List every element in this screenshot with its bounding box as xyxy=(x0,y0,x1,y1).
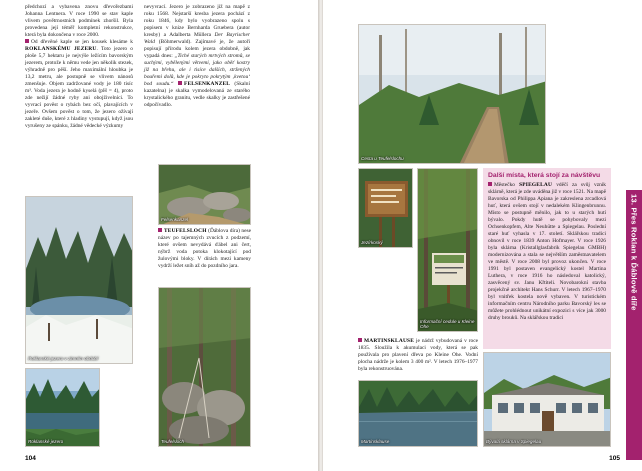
place-name-teufelsloch: TEUFELSLOCH xyxy=(164,228,207,234)
reservoir-image xyxy=(359,381,478,447)
bullet-square-icon xyxy=(158,228,162,232)
photo-informacni-cedule xyxy=(417,168,478,332)
place-name-spiegelau: SPIEGELAU xyxy=(519,182,553,188)
paragraph: nevyvrací. Jezero je zobrazeno již na mapě z roku 1568. Nejstarší kresba jezera pochází z roku 1846, kdy bylo vyobrazeno spolu s popisem v knize Bernharda Gruebera (autor kresby) a Adalberta Müllera Der Bayrischer Wald (Böhmerwald). Zajímavé je, že autoři popisují přírodu kolem jezera obdobně, jak vypadá dnes: „Tiché starých mrtvých stromů, se suchými, vybělenými větvemi, jako oběť kostry již na břehu, ale i tisíce dalších, stržených bouřemi dolů, kde je pokryto pokrytým ‚kvetou‘ bod soudu.“ FELSENKANZEL (Skalní kazatelna) je skalka vymodelovaná ze starého krystalického granitu, vedle skalky je zastřešené odpočívadlo. xyxy=(144,4,250,108)
lake-summer-image xyxy=(26,369,100,447)
photo-caption: Jezírkoský xyxy=(361,240,383,245)
glass-factory-image xyxy=(484,353,611,447)
paragraph: Od dřevěné kaple se jen kousek klesáme k ROKLANSKÉMU JEZERU. Toto jezero o ploše 5,7 hektaru je nejvýše ležícím bavorským jezerem, protože k němu vede jen několik stezek, výhradně pro pěší. Jeho maximální hloubka je 13,2 metru, ale postupně se vlivem nánosů zmenšuje. Objem zadržované vody je 180 tisíc m³. Voda jezera je hodně kyselá (pH = 4), proto zde nežijí žádné ryby ani obojživelníci. To vyvrací pověst o rybách bez očí, plavajících v jezeře. Ovšem pověst o tom, že jezero ožívají zakleté duše, které z hladiny vystupují, když jsou vyrušeny ze spánku, žádné vědecké výzkumy xyxy=(25,39,133,129)
photo-roklanske-jezero xyxy=(25,368,100,447)
page-number-left: 104 xyxy=(25,455,36,462)
boardwalk-forest-image xyxy=(359,25,546,164)
photo-byvala-sklarna xyxy=(483,352,611,447)
photo-felsenkanzel xyxy=(158,164,251,225)
photo-caption: Martinsklause xyxy=(361,439,390,444)
photo-cesta-u-teufelslochu xyxy=(358,24,546,164)
bullet-square-icon xyxy=(488,182,492,186)
paragraph: MARTINSKLAUSE je nádrž vybudovaná v roce 1835. Sloužila k akumulaci vody, která se pak používala pro plavení dřeva po Kleine Ohe. Vodní plocha nádrže je kolem 3 400 m². V letech 1976–1977 byla rekonstruována. xyxy=(358,338,478,372)
left-page xyxy=(0,0,318,471)
sidebar-text xyxy=(488,182,606,322)
bullet-square-icon xyxy=(358,338,362,342)
lake-winter-image xyxy=(26,197,133,364)
right-page xyxy=(323,0,642,471)
chapter-tab-title: 13. Přes Roklan k Ďáblově díře xyxy=(629,194,639,311)
photo-caption: Felsenkanzel xyxy=(161,217,189,222)
left-column-2 xyxy=(144,4,250,109)
photo-caption: Informační cedule u Kleine Ohe xyxy=(420,319,475,329)
bullet-square-icon xyxy=(178,81,182,85)
left-column-1 xyxy=(25,4,133,130)
photo-martinsklause xyxy=(358,380,478,447)
bullet-square-icon xyxy=(25,39,29,43)
page-number-right: 105 xyxy=(609,455,620,462)
martinsklause-text xyxy=(358,338,478,373)
forest-boulders-image xyxy=(159,288,251,447)
photo-caption: Cesta u Teufelslochu xyxy=(361,156,404,161)
paragraph: Městečko SPIEGELAU vděčí za svůj vznik sklárně, která je zde uváděna již v roce 1521. Na mapě Bavorska od Philippa Apiana je zakreslena zrcadlová huť, která ovšem stojí v nedalekém Klingenbrunnu. Místo se postupně měnilo, jak to u starých hutí bývalo. Pokdy hutě se pohybovaly mezi Ochsenkopfem, Alte Neuhütte a Spiegelau. Poslední staré huť vyhasla v 17. století. Sklářskou tradici obnovil v roce 1839 Anton Hofmayer. V roce 1926 byla sklárna (Kristallglasfabrik Spiegelau GMBH) modernizována a stala se největším zaměstnavatelem ve městě. V roce 2008 byl provoz ukončen. V roce 1991 byl postaven evangelický kostel Martina Luthera, v roce 1916 ho následoval katolický, zasvěcený sv. Janu Křtiteli. Novobarokní stavba projekčně architekt Hans Schurr. V letech 1967–1970 byl vnitřek kostela nově vybaven. V turistickém informačním centru Národního parku Bavorský les se můžete prohlédnout unikátní expozici s více jak 3000 druhy brouků. Na sklářskou tradici xyxy=(488,182,606,321)
place-name-martinsklause: MARTINSKLAUSE xyxy=(364,338,415,344)
photo-caption: Teufelsloch xyxy=(161,439,185,444)
paragraph: TEUFELSLOCH (Ďáblova díra) nese název po tajemných zvucích z podzemí, které ovšem nevydává ďábel ani čert, nýbrž voda potoka klokotající pod žulovými bloky. V dírách mezi kameny vydrží ležet sníh až do pozdního jara. xyxy=(158,228,251,269)
info-board-forest-image xyxy=(418,169,478,332)
sidebar-places-to-visit xyxy=(483,168,611,349)
left-column-2-lower xyxy=(158,228,251,270)
photo-roklanske-jezero-winter xyxy=(25,196,133,364)
photo-caption: Bývalá sklárna v Spiegelau xyxy=(486,439,542,444)
place-name-felsenkanzel: FELSENKANZEL xyxy=(183,81,231,87)
paragraph: předchozí a vybavena znovu dřevořezbami Johanna Lentnera. V roce 1990 se stav kaple vlivem povětrnostních podmínek zhoršil. Byla provedena její téměř kompletní rekonstrukce, která byla dokončena v roce 2000. xyxy=(25,4,133,38)
sidebar-heading: Další místa, která stojí za návštěvu xyxy=(488,172,601,179)
wooden-sign-image xyxy=(359,169,413,248)
photo-caption: Roklanské jezero v zimním období xyxy=(28,356,99,361)
chapter-tab xyxy=(626,190,642,460)
photo-teufelsloch xyxy=(158,287,251,447)
place-name-roklanske-jezero: ROKLANSKÉMU JEZERU xyxy=(25,46,97,52)
photo-jezirkosky xyxy=(358,168,413,248)
photo-caption: Roklanské jezero xyxy=(28,439,64,444)
rocks-trail-image xyxy=(159,165,251,225)
